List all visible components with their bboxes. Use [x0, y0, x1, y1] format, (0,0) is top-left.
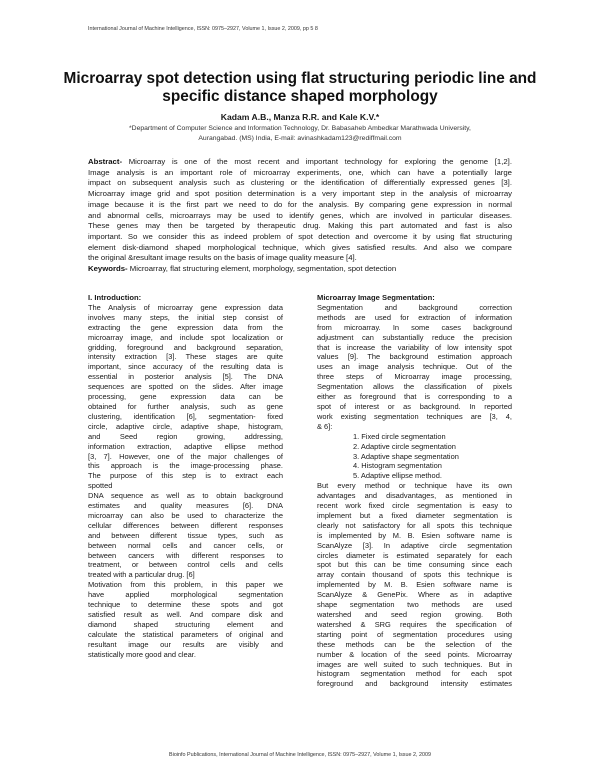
introduction-body — [88, 303, 283, 660]
paragraph — [88, 491, 283, 580]
text-line: histogram segmentation method for each spot — [317, 669, 512, 679]
text-line: statistically more good and clear. — [88, 649, 196, 659]
text-line: The purpose of this step is to extract each — [88, 471, 283, 481]
text-line: But every method or technique have its own — [317, 481, 512, 491]
text-line: clustering, identification [6], segmentation- fixed — [88, 411, 283, 421]
text-line: between cancers with different responses to — [88, 550, 283, 560]
text-line: spotted — [88, 481, 113, 491]
affiliation-line: *Department of Computer Science and Information Technology, Dr. Babasaheb Ambedkar Marathwada University, — [129, 125, 471, 132]
abstract-line: important. So we consider this as indeed problem of spot detection and overcome it by using flat structuring — [88, 231, 512, 241]
abstract-text: Microarray is one of the most recent and important technology for exploring the genome [1,2]. — [122, 157, 512, 166]
text-line: shape segmentation two methods are used — [317, 600, 512, 610]
text-line: is implemented by M. B. Esien software name is — [317, 530, 512, 540]
abstract-first-line — [88, 157, 512, 168]
text-line: advantages and disadvantages, as mentioned in — [317, 491, 512, 501]
left-column — [88, 293, 283, 660]
text-line: Segmentation and background correction — [317, 302, 512, 312]
text-line: estimates and quality measures [6]. DNA — [88, 501, 283, 511]
abstract-line: element disk-diamond shaped morphological technique, which gives satisfied results. And also we compare — [88, 242, 512, 252]
text-line: intensity extraction [3]. These stages are quite — [88, 352, 283, 362]
text-line: clearly not satisfactory for all spots this technique — [317, 520, 512, 530]
abstract-line: the original &resultant image results on the basis of image quality measure [4]. — [88, 253, 357, 263]
text-line: [3, 7]. However, one of the major challenges of — [88, 451, 283, 461]
text-line: watershed & SRG requires the specification of — [317, 619, 512, 629]
text-line: and between different tissue types, such as — [88, 530, 283, 540]
text-line: implement but a fixed diameter segmentation is — [317, 510, 512, 520]
paragraph — [88, 580, 283, 659]
abstract-line: impact on subsequent analysis such as clustering or the identification of differentially expressed genes [3]. — [88, 178, 512, 188]
text-line: Segmentation allows the classification of pixels — [317, 382, 512, 392]
list-item: 1. Fixed circle segmentation — [353, 431, 446, 441]
text-line: treatment, or between control cells and cells — [88, 560, 283, 570]
text-line: and Seed region growing, addressing, — [88, 431, 283, 441]
title-line: Microarray spot detection using flat structuring periodic line and — [63, 70, 537, 87]
abstract-line: and abnormal cells, microarrays may be used to identify genes, which are involved in particular diseases. — [88, 210, 512, 220]
abstract-line: Microarray image grid and spot position determination is a very important step in the analysis of microarray — [88, 189, 512, 199]
text-line: The Analysis of microarray gene expression data — [88, 302, 283, 312]
keywords-text: Microarray, flat structuring element, morphology, segmentation, spot detection — [127, 264, 397, 274]
abstract — [88, 157, 512, 275]
list-item: 5. Adaptive ellipse method. — [353, 471, 442, 481]
text-line: circles diameter is estimated separately for each — [317, 550, 512, 560]
text-line: microarray image, and include spot localization or — [88, 332, 283, 342]
abstract-line: These genes may then be targeted by therapeutic drug. Making this part automated and fast is also — [88, 221, 512, 231]
text-line: either as foreground that is corresponding to a — [317, 392, 512, 402]
list-item: 3. Adaptive shape segmentation — [353, 451, 459, 461]
text-line: images are well suited to such techniques. But in — [317, 659, 512, 669]
text-line: processing, gene expression data can be — [88, 392, 283, 402]
abstract-line: image because it is the first part we need to do for the analysis. By comparing gene expression in normal — [88, 199, 512, 209]
text-line: important, since accuracy of the resulting data is — [88, 362, 283, 372]
text-line: adjustment can substantially reduce the precision — [317, 332, 512, 342]
text-line: watershed and seed region growing. Both — [317, 610, 512, 619]
text-line: essential in posterior analysis [5]. The DNA — [88, 372, 283, 382]
keywords-label: Keywords- — [88, 264, 128, 274]
text-line: that is increase the variability of low intensity spot — [317, 342, 512, 352]
text-line: Motivation from this problem, in this paper we — [88, 580, 283, 590]
affiliation-line: Aurangabad. (MS) India, E-mail: avinashkadam123@rediffmail.com — [198, 135, 402, 142]
list-item: 4. Histogram segmentation — [353, 461, 442, 471]
text-line: technique to determine these spots and got — [88, 600, 283, 610]
text-line: ScanAlyze [3]. In adaptive circle segmentation — [317, 540, 512, 550]
text-line: satisfied result as well. And compare disk and — [88, 610, 283, 619]
text-line: implemented by M. B. Esien software name is — [317, 580, 512, 590]
text-line: obtained for further analysis, such as gene — [88, 401, 283, 411]
text-line: cellular differences between different responses — [88, 520, 283, 530]
abstract-line: Image analysis is an important role of microarray experiments, one, which can have a potentially large — [88, 167, 512, 177]
paragraph — [88, 303, 283, 491]
text-line: ScanAlyze & GenePix. Where as in adaptive — [317, 590, 512, 600]
text-line: work existing segmentation techniques are [3, 4, — [317, 411, 512, 421]
text-line: number & location of the seed points. Microarray — [317, 649, 512, 659]
section-heading-introduction: I. Introduction: — [88, 293, 142, 302]
text-line: microarray can also be used to characterize the — [88, 510, 283, 520]
title-line: specific distance shaped morphology — [162, 87, 438, 105]
text-line: circle, adaptive circle, adaptive shape, histogram, — [88, 421, 283, 431]
text-line: gridding, foreground and background separation, — [88, 342, 283, 352]
text-line: three steps of Microarray image processing, — [317, 372, 512, 382]
text-line: methods are used for extraction of information — [317, 312, 512, 322]
text-line: spot but this can be time consuming since each — [317, 560, 512, 570]
text-line: this approach is the image-processing phase. — [88, 461, 283, 471]
text-line: uses an image analysis technique. Out of the — [317, 362, 512, 372]
keywords — [88, 264, 512, 275]
affiliation — [60, 124, 540, 144]
text-line: spot of interest or as background. In reported — [317, 401, 512, 411]
text-line: recent work fixed circle segmentation is easy to — [317, 501, 512, 511]
text-line: information extraction, adaptive ellipse method — [88, 441, 283, 451]
text-line: resultant image our results are visibly and — [88, 639, 283, 649]
segmentation-body — [317, 481, 512, 689]
page-footer: Bioinfo Publications, International Journal of Machine Intelligence, ISSN: 0975–2927, Volume 1, Issue 2, 2009 — [169, 752, 431, 758]
text-line: treated with a particular drug. [6] — [88, 570, 195, 580]
text-line: these methods can be the selection of the — [317, 639, 512, 649]
section-heading-segmentation: Microarray Image Segmentation: — [317, 293, 435, 302]
text-line: calculate the statistical parameters of original and — [88, 629, 283, 639]
text-line: diamond shaped structuring element and — [88, 619, 283, 629]
text-line: DNA sequence as well as to obtain background — [88, 491, 283, 501]
text-line: foreground and background intensity estimates — [317, 679, 512, 689]
authors: Kadam A.B., Manza R.R. and Kale K.V.* — [220, 112, 380, 122]
text-line: from microarray. In some cases background — [317, 322, 512, 332]
abstract-body — [88, 168, 512, 264]
text-line: involves many steps, the initial step consist of — [88, 312, 283, 322]
text-line: array contain thousand of spots this technique is — [317, 570, 512, 580]
text-line: extracting the gene expression data from the — [88, 322, 283, 332]
text-line: between normal cells and cancer cells, or — [88, 540, 283, 550]
right-column — [317, 293, 512, 689]
technique-list — [317, 432, 512, 482]
segmentation-intro — [317, 303, 512, 432]
abstract-label: Abstract- — [88, 157, 123, 166]
paper-title — [60, 70, 540, 105]
text-line: values [9]. The background estimation approach — [317, 352, 512, 362]
text-line: & 6]: — [317, 421, 333, 431]
text-line: have applied morphological segmentation — [88, 590, 283, 600]
text-line: starting point of segmentation procedures using — [317, 629, 512, 639]
list-item: 2. Adaptive circle segmentation — [353, 441, 456, 451]
running-head: International Journal of Machine Intelligence, ISSN: 0975–2927, Volume 1, Issue 2, 2009, pp 5 8 — [88, 26, 318, 32]
text-line: sequences are spotted on the slides. After image — [88, 382, 283, 392]
